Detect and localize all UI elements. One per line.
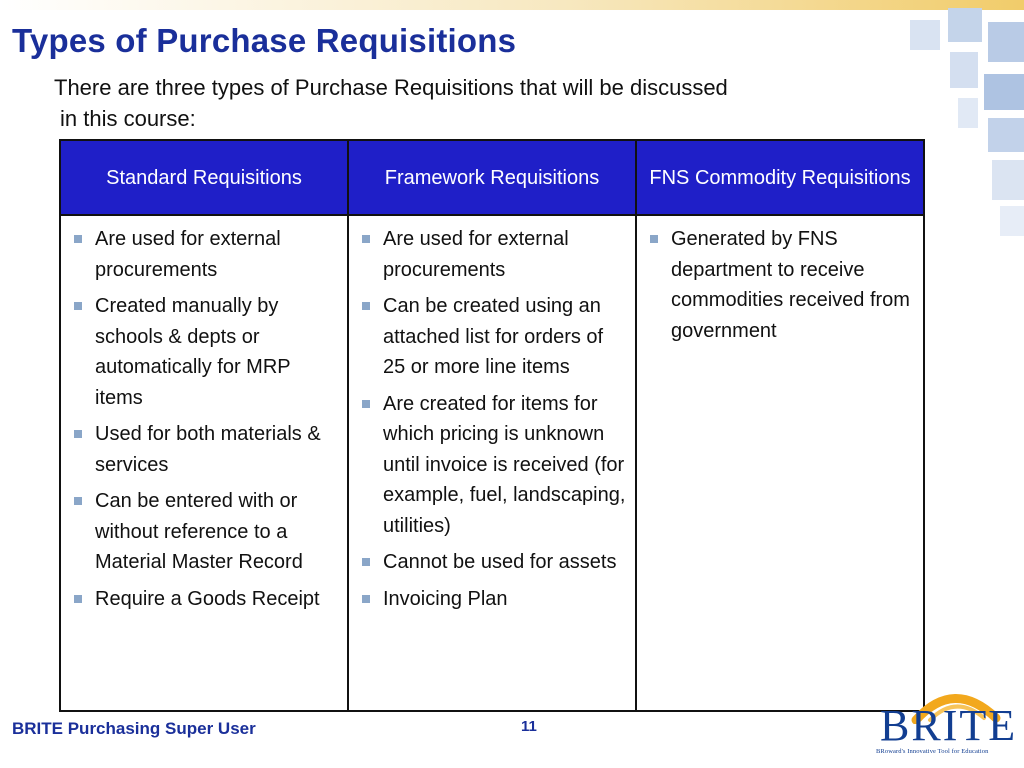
bullet-square-icon [74, 302, 82, 310]
page-number: 11 [521, 718, 537, 735]
list-item-text: Generated by FNS department to receive commodities received from government [671, 228, 910, 342]
bullet-square-icon [74, 430, 82, 438]
list-item [357, 389, 629, 542]
subtitle-line-2: in this course: [60, 106, 196, 131]
bullet-square-icon [74, 595, 82, 603]
list-item-text: Are used for external procurements [95, 228, 281, 281]
list-item [357, 547, 629, 578]
list-item [357, 291, 629, 383]
bullet-square-icon [650, 235, 658, 243]
list-item [69, 584, 341, 615]
logo-wordmark: BRITE [880, 701, 1018, 750]
bullet-square-icon [362, 235, 370, 243]
standard-column-cell [60, 215, 348, 711]
framework-column-cell [348, 215, 636, 711]
framework-bullet-list [357, 224, 629, 614]
list-item [69, 486, 341, 578]
header-standard: Standard Requisitions [60, 140, 348, 215]
footer-course-name: BRITE Purchasing Super User [12, 719, 256, 738]
bullet-square-icon [362, 302, 370, 310]
top-gradient-band [0, 0, 1024, 10]
logo-tagline: BRoward's Innovative Tool for Education [876, 748, 989, 755]
bullet-square-icon [362, 595, 370, 603]
list-item-text: Are used for external procurements [383, 228, 569, 281]
table-row [60, 215, 924, 711]
bullet-square-icon [74, 235, 82, 243]
bullet-square-icon [362, 558, 370, 566]
list-item [69, 291, 341, 413]
fns-commodity-bullet-list [645, 224, 917, 346]
list-item-text: Created manually by schools & depts or automatically for MRP items [95, 295, 291, 409]
list-item-text: Require a Goods Receipt [95, 587, 320, 610]
bullet-square-icon [362, 400, 370, 408]
list-item [69, 224, 341, 285]
list-item [645, 224, 917, 346]
table-header-row [60, 140, 924, 215]
bullet-square-icon [74, 497, 82, 505]
subtitle-line-1: There are three types of Purchase Requisitions that will be discussed [54, 75, 728, 100]
brite-logo [868, 684, 1020, 764]
header-framework: Framework Requisitions [348, 140, 636, 215]
list-item-text: Are created for items for which pricing is unknown until invoice is received (for example, fuel, landscaping, utilities) [383, 392, 626, 537]
list-item-text: Invoicing Plan [383, 587, 508, 610]
list-item [357, 584, 629, 615]
slide-subtitle [54, 72, 934, 134]
header-fns-commodity: FNS Commodity Requisitions [636, 140, 924, 215]
fns-commodity-column-cell [636, 215, 924, 711]
list-item-text: Can be entered with or without reference to a Material Master Record [95, 490, 303, 573]
list-item-text: Cannot be used for assets [383, 551, 617, 573]
list-item-text: Used for both materials & services [95, 423, 321, 476]
list-item-text: Can be created using an attached list for orders of 25 or more line items [383, 295, 604, 378]
list-item [69, 419, 341, 480]
standard-bullet-list [69, 224, 341, 614]
list-item [357, 224, 629, 285]
slide-title: Types of Purchase Requisitions [12, 22, 517, 59]
requisition-types-table [59, 139, 925, 712]
